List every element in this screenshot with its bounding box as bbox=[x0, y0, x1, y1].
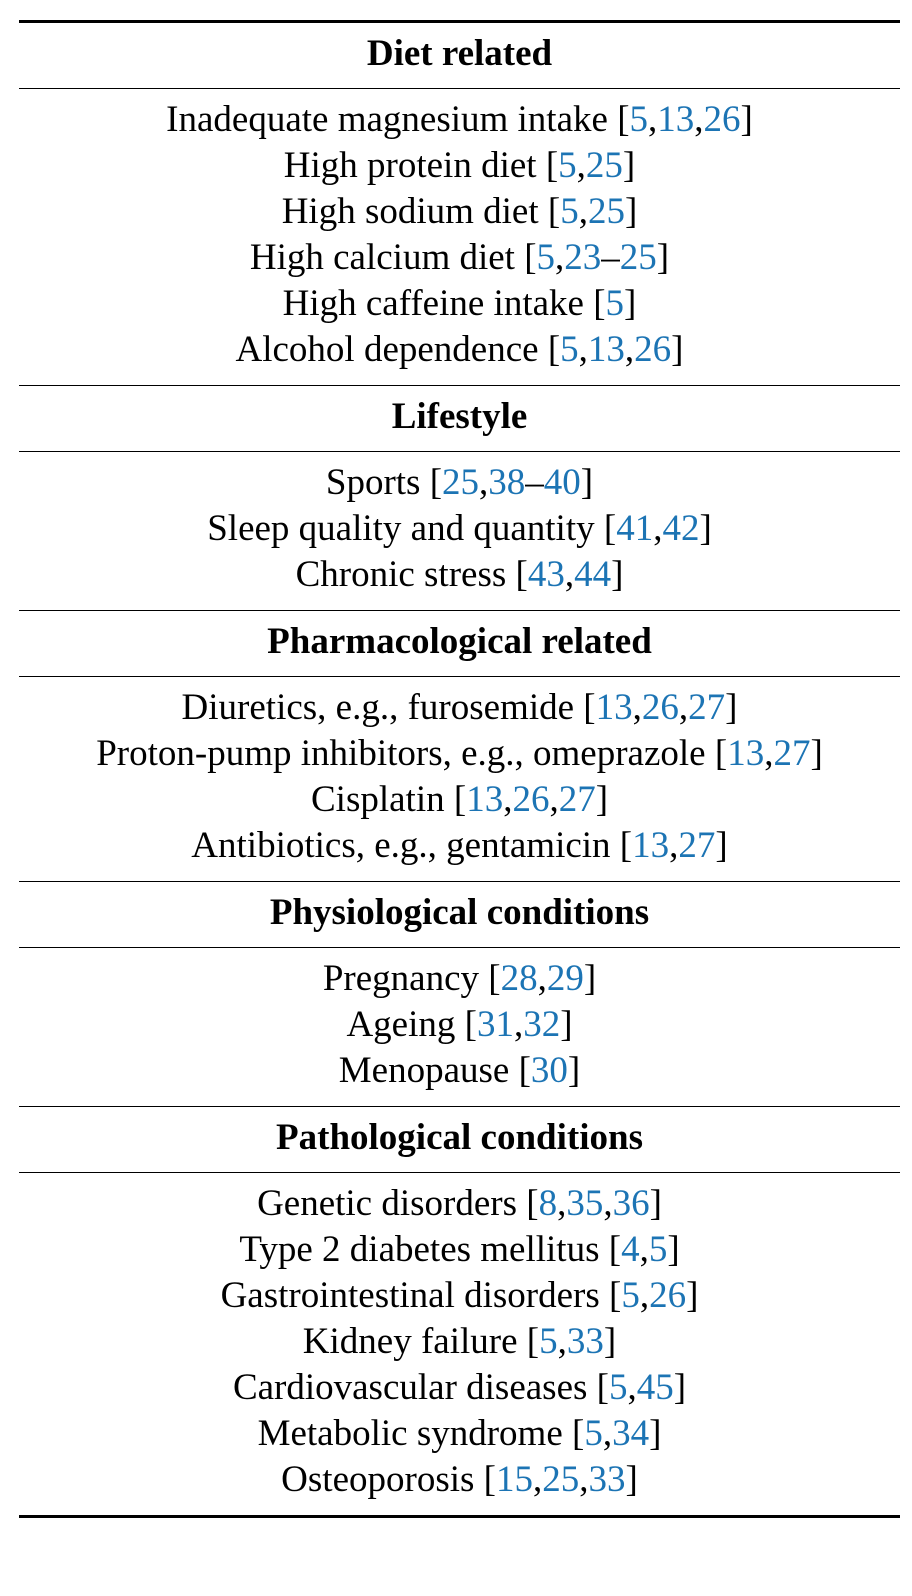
table-row bbox=[19, 1411, 900, 1457]
row-label: Antibiotics, e.g., gentamicin bbox=[191, 825, 611, 866]
table-row bbox=[19, 460, 900, 506]
citation bbox=[548, 329, 684, 370]
ref-separator: , bbox=[648, 99, 658, 140]
citation bbox=[488, 958, 596, 999]
bracket-close: ] bbox=[580, 462, 594, 503]
bracket-close: ] bbox=[624, 283, 637, 324]
row-label: Alcohol dependence bbox=[235, 329, 539, 370]
bracket-open: [ bbox=[617, 99, 630, 140]
reference-link[interactable]: 5 bbox=[560, 329, 579, 370]
reference-link[interactable]: 40 bbox=[543, 462, 581, 503]
row-label: Chronic stress bbox=[295, 554, 507, 595]
bracket-close: ] bbox=[699, 508, 712, 549]
row-label: Cardiovascular diseases bbox=[232, 1367, 588, 1408]
citation bbox=[465, 1004, 573, 1045]
row-label: High calcium diet bbox=[249, 237, 515, 278]
table-row bbox=[19, 1002, 900, 1048]
section-body bbox=[19, 452, 900, 612]
reference-link[interactable]: 4 bbox=[621, 1229, 640, 1270]
reference-link[interactable]: 5 bbox=[621, 1275, 640, 1316]
reference-link[interactable]: 34 bbox=[612, 1413, 650, 1454]
reference-link[interactable]: 25 bbox=[619, 237, 657, 278]
bracket-close: ] bbox=[740, 99, 753, 140]
reference-link[interactable]: 13 bbox=[727, 733, 765, 774]
bracket-close: ] bbox=[560, 1004, 573, 1045]
citation bbox=[604, 508, 712, 549]
ref-separator: , bbox=[549, 779, 559, 820]
ref-separator: , bbox=[639, 1275, 650, 1316]
bracket-open: [ bbox=[526, 1183, 539, 1224]
citation bbox=[609, 1275, 698, 1316]
bracket-open: [ bbox=[593, 283, 606, 324]
ref-separator: , bbox=[557, 1183, 567, 1224]
reference-link[interactable]: 5 bbox=[539, 1321, 558, 1362]
bracket-open: [ bbox=[603, 508, 617, 549]
citation bbox=[593, 283, 636, 324]
bracket-open: [ bbox=[545, 145, 559, 186]
ref-separator: , bbox=[479, 462, 489, 503]
reference-link[interactable]: 5 bbox=[629, 99, 649, 140]
bracket-close: ] bbox=[583, 958, 597, 999]
row-label: Type 2 diabetes mellitus bbox=[239, 1229, 600, 1270]
bracket-close: ] bbox=[686, 1275, 699, 1316]
reference-link[interactable]: 5 bbox=[584, 1413, 603, 1454]
bracket-close: ] bbox=[567, 1050, 581, 1091]
table-row bbox=[19, 1319, 900, 1365]
section-body bbox=[19, 948, 900, 1108]
reference-link[interactable]: 27 bbox=[688, 687, 726, 728]
bracket-open: [ bbox=[524, 237, 537, 278]
section-body bbox=[19, 1173, 900, 1516]
ref-separator: , bbox=[694, 99, 704, 140]
row-label: Diuretics, e.g., furosemide bbox=[181, 687, 575, 728]
table-row bbox=[19, 685, 900, 731]
reference-link[interactable]: 32 bbox=[523, 1004, 561, 1045]
bracket-open: [ bbox=[526, 1321, 540, 1362]
citation bbox=[715, 733, 823, 774]
table-row bbox=[19, 777, 900, 823]
bracket-open: [ bbox=[429, 462, 443, 503]
ref-separator: , bbox=[764, 733, 774, 774]
reference-link[interactable]: 44 bbox=[574, 554, 612, 595]
reference-link[interactable]: 26 bbox=[649, 1275, 687, 1316]
section-header: Pharmacological related bbox=[19, 611, 900, 677]
table-row bbox=[19, 327, 900, 373]
row-label: Inadequate magnesium intake bbox=[166, 99, 608, 140]
reference-link[interactable]: 27 bbox=[773, 733, 811, 774]
ref-separator: , bbox=[603, 1183, 613, 1224]
bracket-close: ] bbox=[603, 1321, 617, 1362]
citation bbox=[583, 687, 737, 728]
reference-link[interactable]: 5 bbox=[608, 1367, 628, 1408]
bracket-close: ] bbox=[671, 329, 684, 370]
row-label: Osteoporosis bbox=[281, 1459, 475, 1500]
citation bbox=[572, 1413, 661, 1454]
bracket-close: ] bbox=[625, 1459, 638, 1500]
ref-separator: , bbox=[555, 237, 565, 278]
ref-separator: , bbox=[678, 687, 689, 728]
reference-link[interactable]: 13 bbox=[595, 687, 633, 728]
section-header: Lifestyle bbox=[19, 386, 900, 452]
reference-link[interactable]: 15 bbox=[495, 1459, 533, 1500]
reference-link[interactable]: 27 bbox=[678, 825, 716, 866]
bracket-open: [ bbox=[572, 1413, 585, 1454]
bracket-open: [ bbox=[464, 1004, 477, 1045]
row-label: Cisplatin bbox=[310, 779, 445, 820]
ref-separator: , bbox=[578, 329, 588, 370]
bracket-close: ] bbox=[622, 145, 636, 186]
bracket-open: [ bbox=[714, 733, 728, 774]
row-label: High sodium diet bbox=[281, 191, 539, 232]
reference-link[interactable]: 5 bbox=[558, 145, 577, 186]
citation bbox=[527, 1321, 616, 1362]
row-label: Sleep quality and quantity bbox=[207, 508, 595, 549]
reference-link[interactable]: 33 bbox=[566, 1321, 604, 1362]
risk-factors-table bbox=[19, 20, 900, 1518]
bracket-open: [ bbox=[547, 329, 561, 370]
row-label: Genetic disorders bbox=[257, 1183, 518, 1224]
reference-link[interactable]: 23 bbox=[564, 237, 602, 278]
reference-link[interactable]: 5 bbox=[536, 237, 556, 278]
ref-separator: – bbox=[525, 462, 544, 503]
citation bbox=[524, 237, 669, 278]
ref-separator: , bbox=[653, 508, 663, 549]
bracket-open: [ bbox=[483, 1459, 496, 1500]
reference-link[interactable]: 35 bbox=[566, 1183, 604, 1224]
citation bbox=[526, 1183, 662, 1224]
bracket-close: ] bbox=[649, 1183, 662, 1224]
row-label: Gastrointestinal disorders bbox=[220, 1275, 600, 1316]
table-row bbox=[19, 97, 900, 143]
bracket-open: [ bbox=[619, 825, 633, 866]
citation bbox=[519, 1050, 581, 1091]
ref-separator: , bbox=[627, 1367, 637, 1408]
section-header: Diet related bbox=[19, 23, 900, 89]
ref-separator: , bbox=[503, 779, 513, 820]
row-label: Pregnancy bbox=[322, 958, 479, 999]
ref-separator: , bbox=[532, 1459, 543, 1500]
ref-separator: , bbox=[576, 145, 586, 186]
bracket-open: [ bbox=[608, 1229, 622, 1270]
ref-separator: , bbox=[669, 825, 679, 866]
reference-link[interactable]: 30 bbox=[530, 1050, 568, 1091]
reference-link[interactable]: 25 bbox=[442, 462, 480, 503]
reference-link[interactable]: 43 bbox=[527, 554, 565, 595]
row-label: High protein diet bbox=[283, 145, 537, 186]
ref-separator: , bbox=[639, 1229, 649, 1270]
bracket-close: ] bbox=[667, 1229, 680, 1270]
reference-link[interactable]: 45 bbox=[636, 1367, 674, 1408]
section-body bbox=[19, 89, 900, 387]
reference-link[interactable]: 26 bbox=[512, 779, 550, 820]
bracket-close: ] bbox=[725, 687, 738, 728]
section-body bbox=[19, 677, 900, 883]
table-row bbox=[19, 235, 900, 281]
row-label: Metabolic syndrome bbox=[257, 1413, 563, 1454]
citation bbox=[430, 462, 593, 503]
ref-separator: , bbox=[557, 1321, 567, 1362]
reference-link[interactable]: 13 bbox=[632, 825, 670, 866]
bracket-open: [ bbox=[609, 1275, 622, 1316]
table-row bbox=[19, 731, 900, 777]
reference-link[interactable]: 26 bbox=[641, 687, 679, 728]
table-section bbox=[19, 611, 900, 882]
table-section bbox=[19, 23, 900, 386]
section-header: Pathological conditions bbox=[19, 1107, 900, 1173]
table-row bbox=[19, 823, 900, 869]
bracket-open: [ bbox=[453, 779, 467, 820]
ref-separator: , bbox=[579, 1459, 589, 1500]
reference-link[interactable]: 5 bbox=[560, 191, 579, 232]
bracket-close: ] bbox=[715, 825, 728, 866]
ref-separator: , bbox=[578, 191, 588, 232]
table-section bbox=[19, 386, 900, 611]
table-row bbox=[19, 189, 900, 235]
table-row bbox=[19, 1457, 900, 1503]
bracket-close: ] bbox=[673, 1367, 687, 1408]
reference-link[interactable]: 42 bbox=[662, 508, 700, 549]
citation bbox=[454, 779, 608, 820]
reference-link[interactable]: 13 bbox=[587, 329, 625, 370]
bracket-close: ] bbox=[810, 733, 823, 774]
citation bbox=[516, 554, 624, 595]
reference-link[interactable]: 27 bbox=[558, 779, 596, 820]
row-label: Kidney failure bbox=[302, 1321, 518, 1362]
bracket-open: [ bbox=[515, 554, 528, 595]
reference-link[interactable]: 8 bbox=[538, 1183, 558, 1224]
ref-separator: , bbox=[632, 687, 642, 728]
reference-link[interactable]: 13 bbox=[657, 99, 695, 140]
reference-link[interactable]: 41 bbox=[616, 508, 654, 549]
reference-link[interactable]: 13 bbox=[466, 779, 504, 820]
table-row bbox=[19, 1365, 900, 1411]
ref-separator: , bbox=[513, 1004, 524, 1045]
section-header: Physiological conditions bbox=[19, 882, 900, 948]
reference-link[interactable]: 25 bbox=[542, 1459, 580, 1500]
reference-link[interactable]: 5 bbox=[648, 1229, 668, 1270]
reference-link[interactable]: 33 bbox=[588, 1459, 626, 1500]
ref-separator: , bbox=[602, 1413, 613, 1454]
bracket-close: ] bbox=[624, 191, 638, 232]
bracket-close: ] bbox=[595, 779, 609, 820]
row-label: Ageing bbox=[346, 1004, 456, 1045]
table-row bbox=[19, 552, 900, 598]
citation bbox=[609, 1229, 680, 1270]
bracket-open: [ bbox=[488, 958, 501, 999]
reference-link[interactable]: 26 bbox=[703, 99, 741, 140]
bracket-open: [ bbox=[583, 687, 596, 728]
row-label: Proton-pump inhibitors, e.g., omeprazole bbox=[96, 733, 706, 774]
bracket-open: [ bbox=[596, 1367, 609, 1408]
ref-separator: , bbox=[624, 329, 635, 370]
table-row bbox=[19, 281, 900, 327]
ref-separator: , bbox=[564, 554, 575, 595]
reference-link[interactable]: 5 bbox=[605, 283, 625, 324]
table-section bbox=[19, 882, 900, 1107]
citation bbox=[546, 145, 635, 186]
table-row bbox=[19, 1048, 900, 1094]
reference-link[interactable]: 29 bbox=[546, 958, 584, 999]
reference-link[interactable]: 25 bbox=[585, 145, 623, 186]
citation bbox=[484, 1459, 638, 1500]
citation bbox=[620, 825, 728, 866]
table-row bbox=[19, 1227, 900, 1273]
ref-separator: , bbox=[537, 958, 547, 999]
bracket-close: ] bbox=[649, 1413, 662, 1454]
table-section bbox=[19, 1107, 900, 1515]
table-row bbox=[19, 956, 900, 1002]
reference-link[interactable]: 25 bbox=[587, 191, 625, 232]
bracket-close: ] bbox=[656, 237, 670, 278]
citation bbox=[548, 191, 637, 232]
bracket-open: [ bbox=[547, 191, 561, 232]
bracket-open: [ bbox=[518, 1050, 531, 1091]
reference-link[interactable]: 26 bbox=[634, 329, 672, 370]
reference-link[interactable]: 31 bbox=[476, 1004, 514, 1045]
citation bbox=[597, 1367, 686, 1408]
reference-link[interactable]: 38 bbox=[488, 462, 526, 503]
row-label: Sports bbox=[325, 462, 421, 503]
reference-link[interactable]: 28 bbox=[500, 958, 538, 999]
table-row bbox=[19, 1181, 900, 1227]
bracket-close: ] bbox=[611, 554, 624, 595]
table-row bbox=[19, 1273, 900, 1319]
citation bbox=[617, 99, 753, 140]
table-row bbox=[19, 506, 900, 552]
table-row bbox=[19, 143, 900, 189]
reference-link[interactable]: 36 bbox=[612, 1183, 650, 1224]
ref-separator: – bbox=[601, 237, 620, 278]
row-label: High caffeine intake bbox=[282, 283, 584, 324]
row-label: Menopause bbox=[338, 1050, 510, 1091]
